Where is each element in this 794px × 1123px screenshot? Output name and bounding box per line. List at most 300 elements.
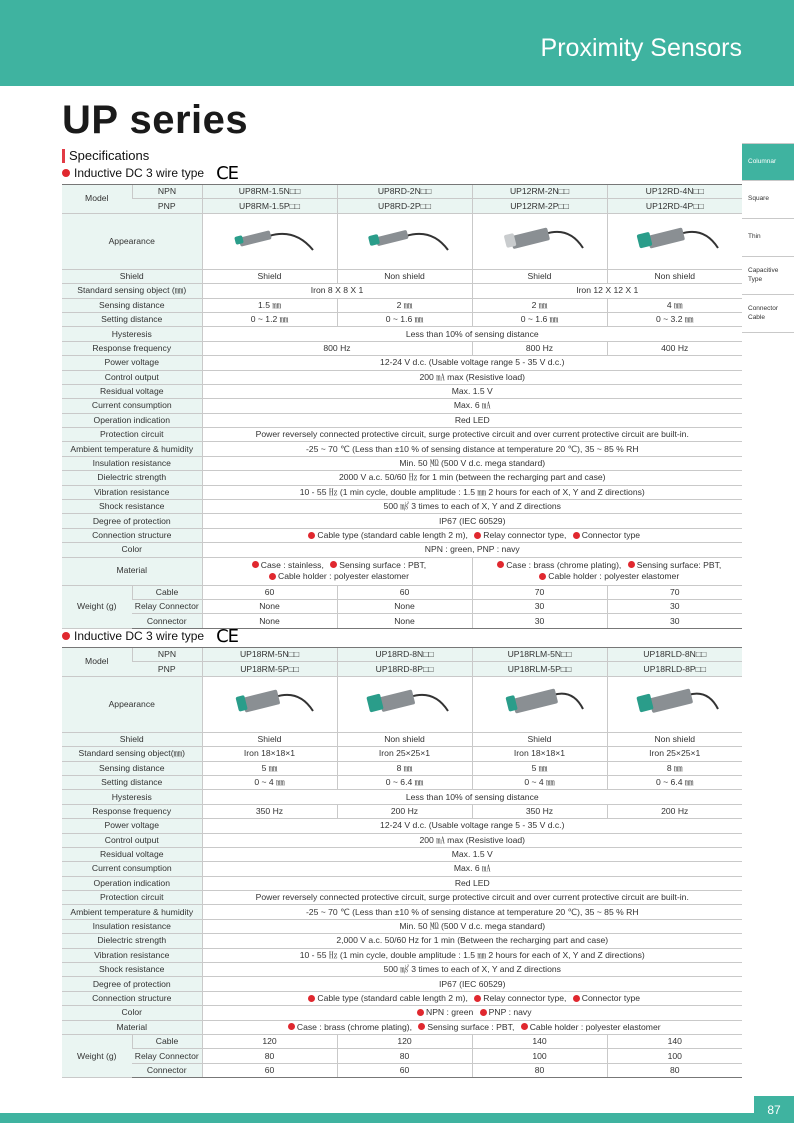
mat-left-a: Case : stainless,	[260, 559, 324, 570]
table-row	[62, 1063, 742, 1077]
power-val: 12-24 V d.c. (Usable voltage range 5 - 35 V d.c.)	[202, 356, 742, 370]
weight-val: 80	[337, 1049, 472, 1063]
weight-val: None	[337, 599, 472, 613]
model-pnp-2: UP8RD-2P□□	[337, 199, 472, 213]
bullet-icon	[330, 561, 337, 568]
conn-b: Relay connector type,	[483, 993, 567, 1003]
vib-val: 10 - 55 ㎐ (1 min cycle, double amplitude : 1.5 ㎜ 2 hours for each of X, Y and Z directions)	[202, 485, 742, 499]
sensor-image-icon	[630, 683, 720, 723]
table-row	[62, 471, 742, 485]
weight-val: 30	[607, 614, 742, 628]
weight-val: 30	[472, 614, 607, 628]
model-pnp-4: UP12RD-4P□□	[607, 199, 742, 213]
appearance-cell	[607, 676, 742, 732]
page-header-title: Proximity Sensors	[540, 34, 742, 62]
resp-label: Response frequency	[62, 341, 202, 355]
spec-heading-label: Specifications	[69, 148, 150, 163]
setting-val: 0 ~ 4 ㎜	[472, 775, 607, 789]
weight-val: 140	[607, 1034, 742, 1048]
section1-subheading	[62, 162, 239, 184]
table-row	[62, 485, 742, 499]
heading-accent-bar	[62, 149, 65, 163]
color-b: PNP : navy	[488, 1007, 532, 1018]
table-row	[62, 1006, 742, 1020]
mat-b: Sensing surface : PBT,	[427, 1021, 515, 1032]
table-row	[62, 528, 742, 542]
sensing-val: 8 ㎜	[337, 761, 472, 775]
appearance-cell	[202, 213, 337, 269]
table-row	[62, 213, 742, 269]
table-row	[62, 819, 742, 833]
opind-val: Red LED	[202, 876, 742, 890]
diel-val: 2000 V a.c. 50/60 ㎐ for 1 min (between the recharging part and case)	[202, 471, 742, 485]
model-npn-4: UP12RD-4N□□	[607, 185, 742, 199]
mat-a: Case : brass (chrome plating),	[296, 1021, 412, 1032]
prot-label: Protection circuit	[62, 428, 202, 442]
ce-mark-icon: CE	[216, 162, 239, 184]
model-npn-3: UP12RM-2N□□	[472, 185, 607, 199]
sensor-image-icon	[495, 220, 585, 260]
model-npn-1: UP18RM-5N□□	[202, 648, 337, 662]
residual-val: Max. 1.5 V	[202, 847, 742, 861]
shield-label: Shield	[62, 269, 202, 283]
sso-val: Iron 12 X 12 X 1	[472, 284, 742, 298]
weight-val: None	[202, 599, 337, 613]
hyst-val: Less than 10% of sensing distance	[202, 327, 742, 341]
model-pnp-2: UP18RD-8P□□	[337, 662, 472, 676]
section2-subheading-label: Inductive DC 3 wire type	[74, 629, 205, 643]
table-row	[62, 761, 742, 775]
shield-val: Shield	[472, 732, 607, 746]
sensor-image-icon	[495, 683, 585, 723]
shock-val: 500 ㎨ 3 times to each of X, Y and Z directions	[202, 963, 742, 977]
ce-mark-icon: CE	[216, 625, 239, 647]
sensor-image-icon	[360, 683, 450, 723]
table-row	[62, 599, 742, 613]
sensor-image-icon	[630, 220, 720, 260]
sensing-val: 2 ㎜	[337, 298, 472, 312]
mat-left-b: Sensing surface : PBT,	[339, 559, 427, 570]
section2-spec-table	[62, 647, 742, 1078]
sso-val: Iron 25×25×1	[607, 747, 742, 761]
current-label: Current consumption	[62, 862, 202, 876]
side-tab-label: Thin	[748, 233, 761, 241]
power-label: Power voltage	[62, 356, 202, 370]
mat-right	[472, 557, 742, 585]
table-row	[62, 804, 742, 818]
amb-val: -25 ~ 70 ℃ (Less than ±10 % of sensing distance at temperature 20 ℃), 35 ~ 85 % RH	[202, 442, 742, 456]
ins-val: Min. 50 ㏁ (500 V d.c. mega standard)	[202, 456, 742, 470]
footer-band	[0, 1113, 794, 1123]
table-row	[62, 919, 742, 933]
side-tab-square[interactable]	[742, 181, 794, 219]
bullet-icon	[573, 532, 580, 539]
table-row	[62, 199, 742, 213]
table-row	[62, 876, 742, 890]
table-row	[62, 934, 742, 948]
setting-val: 0 ~ 1.6 ㎜	[337, 312, 472, 326]
bullet-icon	[308, 532, 315, 539]
hyst-label: Hysteresis	[62, 790, 202, 804]
weight-val: None	[202, 614, 337, 628]
appearance-cell	[337, 213, 472, 269]
opind-label: Operation indication	[62, 413, 202, 427]
mat-c: Cable holder : polyester elastomer	[529, 1021, 661, 1032]
resp-val: 350 Hz	[472, 804, 607, 818]
appearance-cell	[607, 213, 742, 269]
weight-val: 140	[472, 1034, 607, 1048]
weight-label: Weight (g)	[62, 585, 132, 628]
weight-val: 30	[472, 599, 607, 613]
shock-label: Shock resistance	[62, 500, 202, 514]
side-tab-label: Connector Cable	[748, 305, 778, 321]
resp-val: 200 Hz	[607, 804, 742, 818]
bullet-icon	[417, 1009, 424, 1016]
side-tab-label: Columnar	[748, 157, 777, 165]
ins-label: Insulation resistance	[62, 456, 202, 470]
relay-label: Relay Connector	[132, 599, 202, 613]
cable-label: Cable	[132, 1034, 202, 1048]
color-val	[202, 1006, 742, 1020]
table-row	[62, 1049, 742, 1063]
sensor-image-icon	[225, 220, 315, 260]
resp-val: 200 Hz	[337, 804, 472, 818]
side-tabs	[742, 143, 794, 333]
bullet-icon	[497, 561, 504, 568]
diel-label: Dielectric strength	[62, 471, 202, 485]
residual-label: Residual voltage	[62, 384, 202, 398]
shield-val: Shield	[202, 269, 337, 283]
conn-val	[202, 528, 742, 542]
connector-label: Connector	[132, 1063, 202, 1077]
mat-right-a: Case : brass (chrome plating),	[506, 559, 622, 570]
bullet-icon	[573, 995, 580, 1002]
side-tab-thin[interactable]	[742, 219, 794, 257]
table-row	[62, 456, 742, 470]
current-val: Max. 6 ㎃	[202, 862, 742, 876]
resp-val: 800 Hz	[472, 341, 607, 355]
diel-val: 2,000 V a.c. 50/60 Hz for 1 min (Between the recharging part and case)	[202, 934, 742, 948]
sensor-image-icon	[225, 683, 315, 723]
side-tab-connector-cable[interactable]	[742, 295, 794, 333]
table-row	[62, 557, 742, 585]
model-npn-2: UP8RD-2N□□	[337, 185, 472, 199]
relay-label: Relay Connector	[132, 1049, 202, 1063]
mat-left	[202, 557, 472, 585]
sso-label: Standard sensing object(㎜)	[62, 747, 202, 761]
sensing-val: 5 ㎜	[202, 761, 337, 775]
table-row	[62, 1034, 742, 1048]
model-npn-4: UP18RLD-8N□□	[607, 648, 742, 662]
table-row	[62, 648, 742, 662]
model-pnp-3: UP12RM-2P□□	[472, 199, 607, 213]
ins-val: Min. 50 ㏁ (500 V d.c. mega standard)	[202, 919, 742, 933]
table-row	[62, 1020, 742, 1034]
pnp-label: PNP	[132, 199, 202, 213]
residual-label: Residual voltage	[62, 847, 202, 861]
bullet-icon	[539, 573, 546, 580]
table-row	[62, 732, 742, 746]
table-row	[62, 312, 742, 326]
conn-label: Connection structure	[62, 528, 202, 542]
table-row	[62, 399, 742, 413]
table-row	[62, 442, 742, 456]
shield-val: Non shield	[607, 732, 742, 746]
conn-a: Cable type (standard cable length 2 m),	[317, 993, 468, 1003]
sensing-val: 1.5 ㎜	[202, 298, 337, 312]
sensing-label: Sensing distance	[62, 761, 202, 775]
control-label: Control output	[62, 833, 202, 847]
table-row	[62, 370, 742, 384]
prot-val: Power reversely connected protective circuit, surge protective circuit and over current protective circuit are built-in.	[202, 428, 742, 442]
weight-val: 120	[337, 1034, 472, 1048]
weight-val: 120	[202, 1034, 337, 1048]
weight-val: 80	[472, 1063, 607, 1077]
table-row	[62, 948, 742, 962]
section2-subheading	[62, 625, 239, 647]
sso-val: Iron 8 X 8 X 1	[202, 284, 472, 298]
bullet-icon	[480, 1009, 487, 1016]
bullet-icon	[418, 1023, 425, 1030]
bullet-icon	[628, 561, 635, 568]
appearance-label: Appearance	[62, 213, 202, 269]
resp-val: 350 Hz	[202, 804, 337, 818]
sensing-label: Sensing distance	[62, 298, 202, 312]
pnp-label: PNP	[132, 662, 202, 676]
appearance-cell	[472, 676, 607, 732]
bullet-icon	[521, 1023, 528, 1030]
sensor-image-icon	[360, 220, 450, 260]
model-npn-1: UP8RM-1.5N□□	[202, 185, 337, 199]
bullet-icon	[252, 561, 259, 568]
side-tab-columnar[interactable]	[742, 143, 794, 181]
shield-val: Non shield	[607, 269, 742, 283]
mat-val	[202, 1020, 742, 1034]
shield-label: Shield	[62, 732, 202, 746]
table-row	[62, 662, 742, 676]
appearance-cell	[202, 676, 337, 732]
mat-right-c: Cable holder : polyester elastomer	[548, 571, 680, 582]
table-row	[62, 327, 742, 341]
deg-val: IP67 (IEC 60529)	[202, 977, 742, 991]
spec-heading	[62, 148, 149, 163]
sensing-val: 8 ㎜	[607, 761, 742, 775]
bullet-icon	[62, 169, 70, 177]
setting-val: 0 ~ 1.6 ㎜	[472, 312, 607, 326]
shield-val: Shield	[472, 269, 607, 283]
table-row	[62, 905, 742, 919]
sso-val: Iron 18×18×1	[472, 747, 607, 761]
table-row	[62, 775, 742, 789]
table-row	[62, 790, 742, 804]
section1-spec-table	[62, 184, 742, 629]
table-row	[62, 413, 742, 427]
table-row	[62, 676, 742, 732]
deg-val: IP67 (IEC 60529)	[202, 514, 742, 528]
setting-val: 0 ~ 3.2 ㎜	[607, 312, 742, 326]
weight-val: 60	[337, 585, 472, 599]
setting-val: 0 ~ 6.4 ㎜	[607, 775, 742, 789]
npn-label: NPN	[132, 185, 202, 199]
appearance-cell	[337, 676, 472, 732]
weight-val: None	[337, 614, 472, 628]
table-row	[62, 833, 742, 847]
opind-label: Operation indication	[62, 876, 202, 890]
bullet-icon	[474, 995, 481, 1002]
series-title: UP series	[62, 98, 249, 142]
shield-val: Non shield	[337, 732, 472, 746]
model-label: Model	[62, 185, 132, 214]
table-row	[62, 977, 742, 991]
color-val: NPN : green, PNP : navy	[202, 543, 742, 557]
weight-val: 60	[337, 1063, 472, 1077]
control-val: 200 ㎃ max (Resistive load)	[202, 833, 742, 847]
resp-val: 400 Hz	[607, 341, 742, 355]
conn-val	[202, 991, 742, 1005]
deg-label: Degree of protection	[62, 977, 202, 991]
side-tab-label: Square	[748, 195, 769, 203]
setting-val: 0 ~ 6.4 ㎜	[337, 775, 472, 789]
bullet-icon	[474, 532, 481, 539]
table-row	[62, 284, 742, 298]
mat-label: Material	[62, 557, 202, 585]
bullet-icon	[308, 995, 315, 1002]
current-label: Current consumption	[62, 399, 202, 413]
shock-label: Shock resistance	[62, 963, 202, 977]
shield-val: Non shield	[337, 269, 472, 283]
table-row	[62, 963, 742, 977]
diel-label: Dielectric strength	[62, 934, 202, 948]
conn-c: Connector type	[581, 530, 641, 540]
color-a: NPN : green	[425, 1007, 474, 1018]
cable-label: Cable	[132, 585, 202, 599]
conn-c: Connector type	[581, 993, 641, 1003]
opind-val: Red LED	[202, 413, 742, 427]
weight-val: 60	[202, 585, 337, 599]
model-pnp-4: UP18RLD-8P□□	[607, 662, 742, 676]
sso-label: Standard sensing object (㎜)	[62, 284, 202, 298]
model-npn-3: UP18RLM-5N□□	[472, 648, 607, 662]
prot-val: Power reversely connected protective circuit, surge protective circuit and over current protective circuit are built-in.	[202, 891, 742, 905]
sensing-val: 2 ㎜	[472, 298, 607, 312]
conn-a: Cable type (standard cable length 2 m),	[317, 530, 468, 540]
hyst-label: Hysteresis	[62, 327, 202, 341]
table-row	[62, 585, 742, 599]
mat-left-c: Cable holder : polyester elastomer	[278, 571, 409, 582]
appearance-cell	[472, 213, 607, 269]
npn-label: NPN	[132, 648, 202, 662]
connector-label: Connector	[132, 614, 202, 628]
setting-label: Setting distance	[62, 775, 202, 789]
table-row	[62, 747, 742, 761]
setting-label: Setting distance	[62, 312, 202, 326]
mat-right-b: Sensing surface: PBT,	[636, 559, 722, 570]
table-row	[62, 991, 742, 1005]
model-label: Model	[62, 648, 132, 677]
table-row	[62, 862, 742, 876]
weight-val: 30	[607, 599, 742, 613]
control-val: 200 ㎃ max (Resistive load)	[202, 370, 742, 384]
power-val: 12-24 V d.c. (Usable voltage range 5 - 35 V d.c.)	[202, 819, 742, 833]
weight-val: 100	[607, 1049, 742, 1063]
power-label: Power voltage	[62, 819, 202, 833]
table-row	[62, 428, 742, 442]
conn-b: Relay connector type,	[483, 530, 567, 540]
table-row	[62, 384, 742, 398]
table-row	[62, 847, 742, 861]
resp-label: Response frequency	[62, 804, 202, 818]
table-row	[62, 614, 742, 628]
vib-val: 10 - 55 ㎐ (1 min cycle, double amplitude : 1.5 ㎜ 2 hours for each of X, Y and Z directions)	[202, 948, 742, 962]
setting-val: 0 ~ 4 ㎜	[202, 775, 337, 789]
weight-val: 80	[202, 1049, 337, 1063]
table-row	[62, 185, 742, 199]
setting-val: 0 ~ 1.2 ㎜	[202, 312, 337, 326]
vib-label: Vibration resistance	[62, 948, 202, 962]
bullet-icon	[62, 632, 70, 640]
weight-val: 70	[472, 585, 607, 599]
model-npn-2: UP18RD-8N□□	[337, 648, 472, 662]
table-row	[62, 543, 742, 557]
side-tab-label: Capacitive Type	[748, 267, 779, 283]
table-row	[62, 341, 742, 355]
table-row	[62, 356, 742, 370]
ins-label: Insulation resistance	[62, 919, 202, 933]
color-label: Color	[62, 1006, 202, 1020]
bullet-icon	[269, 573, 276, 580]
sso-val: Iron 25×25×1	[337, 747, 472, 761]
weight-val: 70	[607, 585, 742, 599]
page-number: 87	[754, 1096, 794, 1123]
shock-val: 500 ㎨ 3 times to each of X, Y and Z directions	[202, 500, 742, 514]
model-pnp-3: UP18RLM-5P□□	[472, 662, 607, 676]
amb-label: Ambient temperature & humidity	[62, 905, 202, 919]
conn-label: Connection structure	[62, 991, 202, 1005]
shield-val: Shield	[202, 732, 337, 746]
model-pnp-1: UP8RM-1.5P□□	[202, 199, 337, 213]
table-row	[62, 269, 742, 283]
sensing-val: 5 ㎜	[472, 761, 607, 775]
table-row	[62, 500, 742, 514]
mat-label: Material	[62, 1020, 202, 1034]
deg-label: Degree of protection	[62, 514, 202, 528]
resp-val: 800 Hz	[202, 341, 472, 355]
color-label: Color	[62, 543, 202, 557]
table-row	[62, 891, 742, 905]
weight-val: 80	[607, 1063, 742, 1077]
weight-label: Weight (g)	[62, 1034, 132, 1077]
appearance-label: Appearance	[62, 676, 202, 732]
amb-label: Ambient temperature & humidity	[62, 442, 202, 456]
residual-val: Max. 1.5 V	[202, 384, 742, 398]
control-label: Control output	[62, 370, 202, 384]
sso-val: Iron 18×18×1	[202, 747, 337, 761]
side-tab-capacitive[interactable]	[742, 257, 794, 295]
vib-label: Vibration resistance	[62, 485, 202, 499]
hyst-val: Less than 10% of sensing distance	[202, 790, 742, 804]
amb-val: -25 ~ 70 ℃ (Less than ±10 % of sensing distance at temperature 20 ℃), 35 ~ 85 % RH	[202, 905, 742, 919]
prot-label: Protection circuit	[62, 891, 202, 905]
sensing-val: 4 ㎜	[607, 298, 742, 312]
table-row	[62, 514, 742, 528]
model-pnp-1: UP18RM-5P□□	[202, 662, 337, 676]
weight-val: 100	[472, 1049, 607, 1063]
bullet-icon	[288, 1023, 295, 1030]
section1-subheading-label: Inductive DC 3 wire type	[74, 166, 205, 180]
table-row	[62, 298, 742, 312]
current-val: Max. 6 ㎃	[202, 399, 742, 413]
weight-val: 60	[202, 1063, 337, 1077]
